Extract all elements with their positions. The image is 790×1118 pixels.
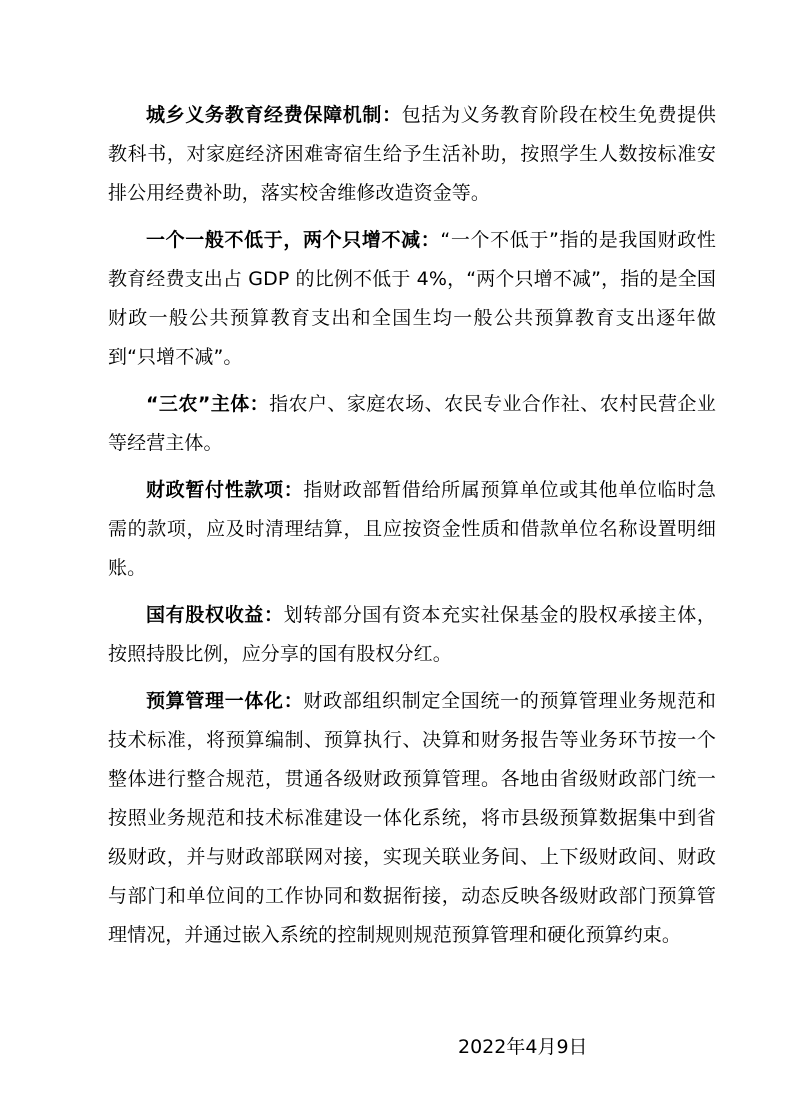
entry-definition: 指农户、家庭农场、农民专业合作社、农村民营企业等经营主体。 <box>108 393 716 454</box>
entry-term: 城乡义务教育经费保障机制： <box>146 104 402 126</box>
entry-definition: 划转部分国有资本充实社保基金的股权承接主体，按照持股比例，应分享的国有股权分红。 <box>108 604 717 665</box>
entry-definition: 包括为义务教育阶段在校生免费提供教科书，对家庭经济困难寄宿生给予生活补助，按照学生人数按标准安排公用经费补助，落实校舍维修改造资金等。 <box>108 104 716 204</box>
glossary-entry-education-spending-rule <box>108 221 716 377</box>
glossary-entry-budget-integration <box>108 682 716 955</box>
entry-term: “三农”主体： <box>146 393 270 415</box>
entry-term: 一个一般不低于，两个只增不减： <box>146 229 441 251</box>
glossary-entry-sannong-entities <box>108 385 716 463</box>
entry-term: 预算管理一体化： <box>146 690 304 712</box>
glossary-entry-compulsory-education-funding <box>108 96 716 213</box>
entry-definition: “一个不低于”指的是我国财政性教育经费支出占 GDP 的比例不低于 4%，“两个只增不减”，指的是全国财政一般公共预算教育支出和全国生均一般公共预算教育支出逐年做到“只增不减”。 <box>108 229 716 368</box>
entry-term: 财政暂付性款项： <box>146 479 304 501</box>
entry-term: 国有股权收益： <box>146 604 284 626</box>
entry-definition: 指财政部暂借给所属预算单位或其他单位临时急需的款项，应及时清理结算，且应按资金性质和借款单位名称设置明细账。 <box>108 479 716 579</box>
glossary-content <box>108 96 716 963</box>
glossary-entry-temporary-advances <box>108 471 716 588</box>
entry-definition: 财政部组织制定全国统一的预算管理业务规范和技术标准，将预算编制、预算执行、决算和财务报告等业务环节按一个整体进行整合规范，贯通各级财政预算管理。各地由省级财政部门统一按照业务规范和技术标准建设一体化系统，将市县级预算数据集中到省级财政，并与财政部联网对接，实现关联业务间、上下级财政间、财政与部门和单位间的工作协同和数据衔接，动态反映各级财政部门预算管理情况，并通过嵌入系统的控制规则规范预算管理和硬化预算约束。 <box>108 690 716 946</box>
document-date: 2022年4月9日 <box>458 1036 588 1058</box>
glossary-entry-state-equity-income <box>108 596 716 674</box>
